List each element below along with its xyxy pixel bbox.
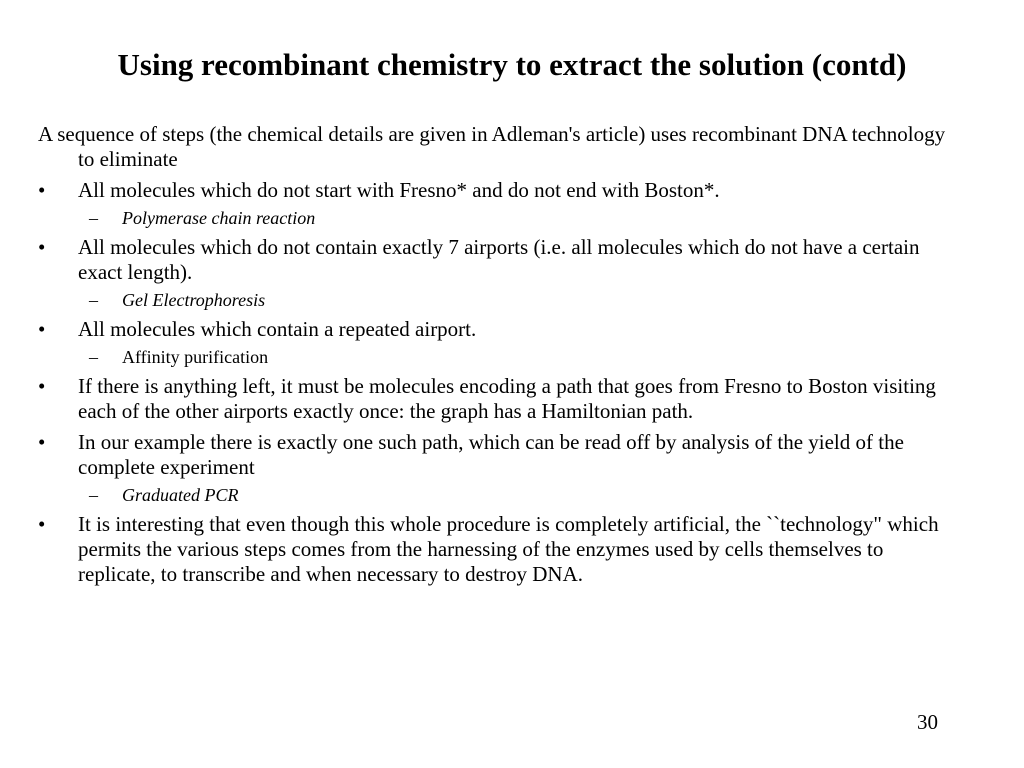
- sub-item: [38, 289, 948, 311]
- bullet-item: [38, 317, 948, 342]
- slide-body: [38, 122, 948, 593]
- bullet-item: [38, 374, 948, 424]
- sub-item: [38, 207, 948, 229]
- sub-text: Gel Electrophoresis: [122, 290, 266, 310]
- bullet-item: [38, 430, 948, 480]
- sub-item: [38, 484, 948, 506]
- bullet-text: It is interesting that even though this whole procedure is completely artificial, the ``technology" which permits the various steps comes from the harnessing of the enzymes used by cells themselves to replicate, to transcribe and when necessary to destroy DNA.: [78, 512, 939, 586]
- bullet-item: [38, 512, 948, 587]
- sub-marker: –: [89, 347, 98, 367]
- bullet-item: [38, 178, 948, 203]
- slide-title: Using recombinant chemistry to extract the solution (contd): [117, 47, 907, 82]
- sub-marker: –: [89, 208, 98, 228]
- bullet-text: All molecules which do not start with Fresno* and do not end with Boston*.: [78, 178, 720, 202]
- bullet-marker: •: [38, 374, 46, 398]
- bullet-text: All molecules which do not contain exactly 7 airports (i.e. all molecules which do not have a certain exact length).: [78, 235, 920, 284]
- intro-paragraph: A sequence of steps (the chemical details are given in Adleman's article) uses recombinant DNA technology to eliminate: [38, 122, 946, 171]
- sub-marker: –: [89, 485, 98, 505]
- bullet-item: [38, 235, 948, 285]
- bullet-marker: •: [38, 235, 46, 259]
- sub-text: Graduated PCR: [122, 485, 239, 505]
- bullet-marker: •: [38, 178, 46, 202]
- sub-marker: –: [89, 290, 98, 310]
- bullet-text: All molecules which contain a repeated airport.: [78, 317, 477, 341]
- bullet-text: In our example there is exactly one such path, which can be read off by analysis of the yield of the complete experiment: [78, 430, 904, 479]
- sub-item: [38, 346, 948, 368]
- bullet-text: If there is anything left, it must be molecules encoding a path that goes from Fresno to Boston visiting each of the other airports exactly once: the graph has a Hamiltonian path.: [78, 374, 936, 423]
- bullet-marker: •: [38, 512, 46, 536]
- sub-text: Affinity purification: [122, 347, 269, 367]
- bullet-marker: •: [38, 317, 46, 341]
- sub-text: Polymerase chain reaction: [122, 208, 316, 228]
- bullet-marker: •: [38, 430, 46, 454]
- page-number: 30: [917, 710, 938, 734]
